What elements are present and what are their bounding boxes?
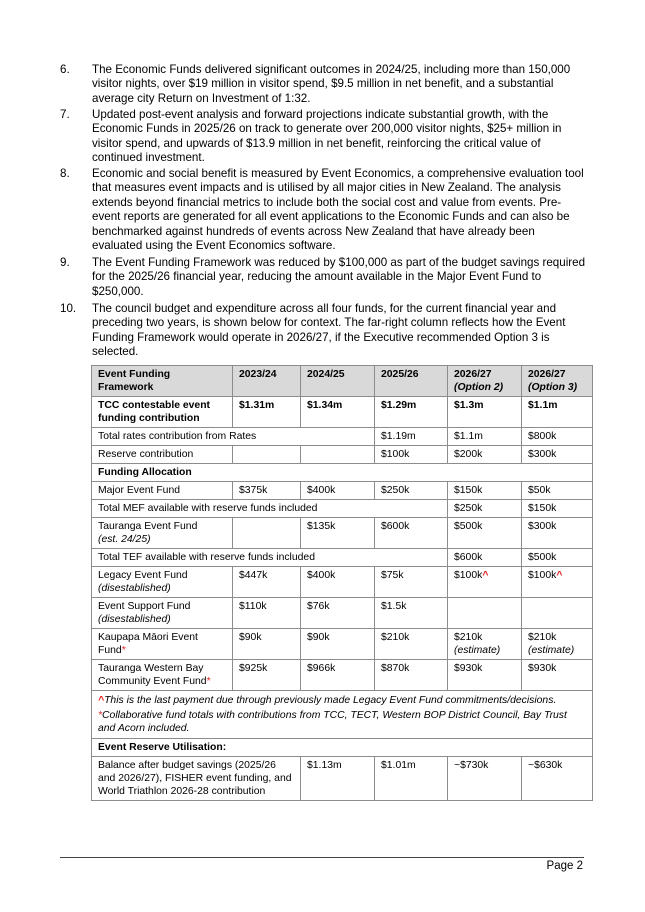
row-label: Total rates contribution from Rates xyxy=(92,428,375,446)
para-number: 8. xyxy=(60,167,70,180)
header-year: 2026/27 xyxy=(528,369,566,380)
cell: $800k xyxy=(522,428,593,446)
caret-mark: ^ xyxy=(482,570,489,581)
cell: $300k xyxy=(522,518,593,549)
cell: $1.01m xyxy=(375,757,448,801)
row-label: Total MEF available with reserve funds included xyxy=(92,500,448,518)
row-label: Reserve contribution xyxy=(92,446,233,464)
caret-note xyxy=(98,694,587,707)
cell: $400k xyxy=(301,482,375,500)
cell: $1.1m xyxy=(448,428,522,446)
cell: ~$630k xyxy=(522,757,593,801)
cell-value: $210k xyxy=(528,632,557,643)
cell: $500k xyxy=(522,549,593,567)
cell: $250k xyxy=(448,500,522,518)
row-label: Total TEF available with reserve funds included xyxy=(92,549,448,567)
row-label xyxy=(92,598,233,629)
cell xyxy=(448,629,522,660)
star-mark: * xyxy=(206,676,211,687)
table-row xyxy=(92,446,593,464)
header-2026-27-option-3 xyxy=(522,366,593,397)
table-row xyxy=(92,500,593,518)
cell: $200k xyxy=(448,446,522,464)
cell: $925k xyxy=(233,660,301,691)
funding-allocation-heading: Funding Allocation xyxy=(92,464,593,482)
table-header-row xyxy=(92,366,593,397)
cell: $300k xyxy=(522,446,593,464)
row-label xyxy=(92,567,233,598)
cell: $150k xyxy=(448,482,522,500)
cell: $110k xyxy=(233,598,301,629)
row-label: Balance after budget savings (2025/26 and 2026/27), FISHER event funding, and World Triathlon 2026-28 contribution xyxy=(92,757,301,801)
header-option: (Option 3) xyxy=(528,382,578,393)
cell: $90k xyxy=(233,629,301,660)
cell xyxy=(522,598,593,629)
row-label-note: (disestablished) xyxy=(98,583,171,594)
cell: $1.3m xyxy=(448,397,522,428)
cell: $76k xyxy=(301,598,375,629)
cell: $375k xyxy=(233,482,301,500)
table-row xyxy=(92,567,593,598)
table-row xyxy=(92,598,593,629)
cell: $1.29m xyxy=(375,397,448,428)
para-text: The Event Funding Framework was reduced by $100,000 as part of the budget savings required for the 2025/26 financial year, reducing the amount available in the Major Event Fund to $250,000. xyxy=(92,256,586,298)
cell xyxy=(233,518,301,549)
cell: $870k xyxy=(375,660,448,691)
page-number: Page 2 xyxy=(546,860,583,872)
para-text: The council budget and expenditure across all four funds, for the current financial year and preceding two years, is shown below for context. The far-right column reflects how the Event Funding Framework would operate in 2026/27, if the Executive recommended Option 3 is selected. xyxy=(92,302,566,359)
table-notes xyxy=(92,691,593,739)
star-mark: * xyxy=(121,645,126,656)
table-row xyxy=(92,518,593,549)
notes-row xyxy=(92,691,593,739)
cell: $400k xyxy=(301,567,375,598)
row-label-note: (est. 24/25) xyxy=(98,534,151,545)
cell: $250k xyxy=(375,482,448,500)
para-9 xyxy=(60,256,588,299)
row-label-text: Tauranga Western Bay Community Event Fund xyxy=(98,663,207,687)
cell: $930k xyxy=(448,660,522,691)
para-number: 9. xyxy=(60,256,70,269)
caret-note-text: This is the last payment due through previously made Legacy Event Fund commitments/decisions. xyxy=(104,695,557,706)
cell: $210k xyxy=(375,629,448,660)
para-text: The Economic Funds delivered significant outcomes in 2024/25, including more than 150,000 visitor nights, over $19 million in visitor spend, $9.5 million in net benefit, and a substantial average city Return on Investment of 1:32. xyxy=(92,63,571,105)
cell: $1.5k xyxy=(375,598,448,629)
para-8 xyxy=(60,167,588,253)
row-label-text: Kaupapa Māori Event Fund xyxy=(98,632,198,656)
cell: $447k xyxy=(233,567,301,598)
cell: $90k xyxy=(301,629,375,660)
cell: $75k xyxy=(375,567,448,598)
cell-value: $210k xyxy=(454,632,483,643)
para-6 xyxy=(60,63,588,106)
para-7 xyxy=(60,108,588,166)
row-label-text: Legacy Event Fund xyxy=(98,570,188,581)
cell xyxy=(522,567,593,598)
cell: $1.34m xyxy=(301,397,375,428)
row-label: Major Event Fund xyxy=(92,482,233,500)
table-row xyxy=(92,660,593,691)
section-row xyxy=(92,464,593,482)
footer-divider xyxy=(60,857,584,858)
header-2024-25: 2024/25 xyxy=(301,366,375,397)
table-row xyxy=(92,757,593,801)
cell: $1.19m xyxy=(375,428,448,446)
table-row xyxy=(92,482,593,500)
cell xyxy=(448,567,522,598)
cell xyxy=(301,446,375,464)
cell-note: (estimate) xyxy=(528,645,575,656)
cell: $930k xyxy=(522,660,593,691)
cell: $1.1m xyxy=(522,397,593,428)
header-year: 2026/27 xyxy=(454,369,492,380)
table-row xyxy=(92,549,593,567)
para-text: Updated post-event analysis and forward projections indicate substantial growth, with the Economic Funds in 2025/26 on track to generate over 200,000 visitor nights, $25+ million in visitor spend, and upwards of $13.9 million in net benefit, reinforcing the critical value of continued investment. xyxy=(92,108,562,165)
cell: $600k xyxy=(448,549,522,567)
cell-note: (estimate) xyxy=(454,645,501,656)
para-number: 7. xyxy=(60,108,70,121)
table-row xyxy=(92,629,593,660)
table-row xyxy=(92,397,593,428)
cell xyxy=(522,629,593,660)
cell: $50k xyxy=(522,482,593,500)
table-row xyxy=(92,428,593,446)
cell xyxy=(233,446,301,464)
header-2025-26: 2025/26 xyxy=(375,366,448,397)
row-label xyxy=(92,518,233,549)
reserve-utilisation-heading: Event Reserve Utilisation: xyxy=(92,739,593,757)
cell: $600k xyxy=(375,518,448,549)
cell: $1.13m xyxy=(301,757,375,801)
cell: $100k xyxy=(375,446,448,464)
cell: $135k xyxy=(301,518,375,549)
cell: $500k xyxy=(448,518,522,549)
cell-value: $100k xyxy=(528,570,557,581)
cell: ~$730k xyxy=(448,757,522,801)
row-label: TCC contestable event funding contribution xyxy=(92,397,233,428)
cell xyxy=(448,598,522,629)
row-label xyxy=(92,629,233,660)
caret-mark: ^ xyxy=(98,695,105,706)
header-option: (Option 2) xyxy=(454,382,504,393)
section-row xyxy=(92,739,593,757)
para-number: 6. xyxy=(60,63,70,76)
row-label-note: (disestablished) xyxy=(98,614,171,625)
header-2026-27-option-2 xyxy=(448,366,522,397)
row-label-text: Event Support Fund xyxy=(98,601,191,612)
header-framework: Event Funding Framework xyxy=(92,366,233,397)
para-number: 10. xyxy=(60,302,77,315)
row-label xyxy=(92,660,233,691)
funding-table xyxy=(91,365,593,801)
para-10 xyxy=(60,302,588,360)
cell: $150k xyxy=(522,500,593,518)
caret-mark: ^ xyxy=(556,570,563,581)
star-mark: * xyxy=(98,710,103,721)
cell: $1.31m xyxy=(233,397,301,428)
para-text: Economic and social benefit is measured by Event Economics, a comprehensive evaluation tool that measures event impacts and is utilised by all major cities in New Zealand. The analysis extends beyond financial metrics to include both the social cost and value from events. Pre-event reports are generated for all event applications to the Economic Funds and can also be benchmarked against hundreds of events across New Zealand that have already been evaluated using the Event Economics software. xyxy=(92,167,584,253)
cell-value: $100k xyxy=(454,570,483,581)
star-note xyxy=(98,709,587,735)
star-note-text: Collaborative fund totals with contributions from TCC, TECT, Western BOP District Council, Bay Trust and Acorn included. xyxy=(98,710,567,734)
cell: $966k xyxy=(301,660,375,691)
row-label-text: Tauranga Event Fund xyxy=(98,521,198,532)
header-2023-24: 2023/24 xyxy=(233,366,301,397)
